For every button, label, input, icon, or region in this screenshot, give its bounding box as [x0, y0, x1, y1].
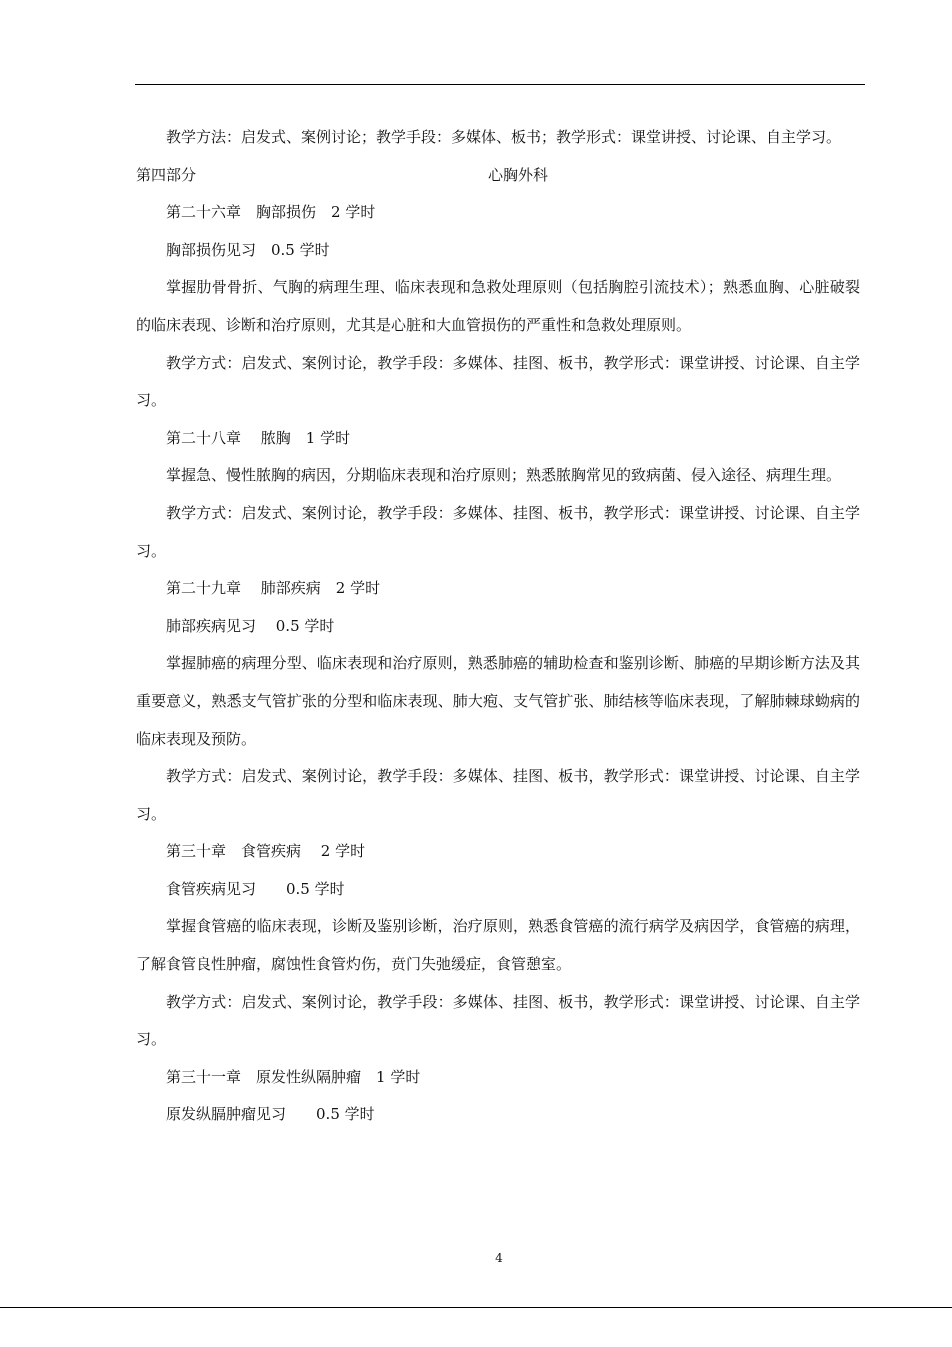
header-rule — [135, 84, 865, 85]
section-part-label: 第四部分 — [136, 165, 197, 184]
teaching-methods-paragraph: 教学方式：启发式、案例讨论，教学手段：多媒体、挂图、板书，教学形式：课堂讲授、讨论课、自主学习。 — [136, 992, 860, 1049]
footer-rule — [0, 1307, 952, 1308]
teaching-methods-paragraph: 教学方法：启发式、案例讨论；教学手段：多媒体、板书；教学形式：课堂讲授、讨论课、自主学习。 — [166, 128, 842, 146]
section-heading — [136, 157, 860, 195]
teaching-methods-paragraph: 教学方式：启发式、案例讨论，教学手段：多媒体、挂图、板书，教学形式：课堂讲授、讨论课、自主学习。 — [136, 353, 860, 410]
practice-heading: 食管疾病见习 0.5 学时 — [166, 879, 345, 898]
chapter-heading: 第二十九章 肺部疾病 2 学时 — [166, 579, 381, 598]
chapter-heading: 第二十六章 胸部损伤 2 学时 — [166, 203, 376, 222]
objectives-paragraph: 掌握肺癌的病理分型、临床表现和治疗原则，熟悉肺癌的辅助检查和鉴别诊断、肺癌的早期诊断方法及其重要意义，熟悉支气管扩张的分型和临床表现、肺大疱、支气管扩张、肺结核等临床表现，了解肺棘球蚴病的临床表现及预防。 — [136, 654, 860, 748]
chapter-heading: 第三十章 食管疾病 2 学时 — [166, 842, 366, 861]
teaching-methods-paragraph: 教学方式：启发式、案例讨论，教学手段：多媒体、挂图、板书，教学形式：课堂讲授、讨论课、自主学习。 — [136, 503, 860, 560]
objectives-paragraph: 掌握食管癌的临床表现，诊断及鉴别诊断，治疗原则，熟悉食管癌的流行病学及病因学，食管癌的病理，了解食管良性肿瘤，腐蚀性食管灼伤，贲门失弛缓症，食管憩室。 — [136, 917, 860, 974]
practice-heading: 肺部疾病见习 0.5 学时 — [166, 616, 335, 635]
practice-heading: 胸部损伤见习 0.5 学时 — [166, 240, 330, 259]
practice-heading: 原发纵膈肿瘤见习 0.5 学时 — [166, 1105, 375, 1124]
objectives-paragraph: 掌握肋骨骨折、气胸的病理生理、临床表现和急救处理原则（包括胸腔引流技术）；熟悉血胸、心脏破裂的临床表现、诊断和治疗原则，尤其是心脏和大血管损伤的严重性和急救处理原则。 — [136, 278, 860, 334]
teaching-methods-paragraph: 教学方式：启发式、案例讨论，教学手段：多媒体、挂图、板书，教学形式：课堂讲授、讨论课、自主学习。 — [136, 767, 860, 823]
chapter-heading: 第三十一章 原发性纵隔肿瘤 1 学时 — [166, 1067, 421, 1086]
chapter-heading: 第二十八章 脓胸 1 学时 — [166, 428, 351, 447]
objectives-paragraph: 掌握急、慢性脓胸的病因，分期临床表现和治疗原则；熟悉脓胸常见的致病菌、侵入途径、病理生理。 — [166, 466, 842, 485]
section-title: 心胸外科 — [488, 165, 549, 184]
page-number: 4 — [495, 1251, 503, 1265]
document-body — [136, 119, 860, 1134]
